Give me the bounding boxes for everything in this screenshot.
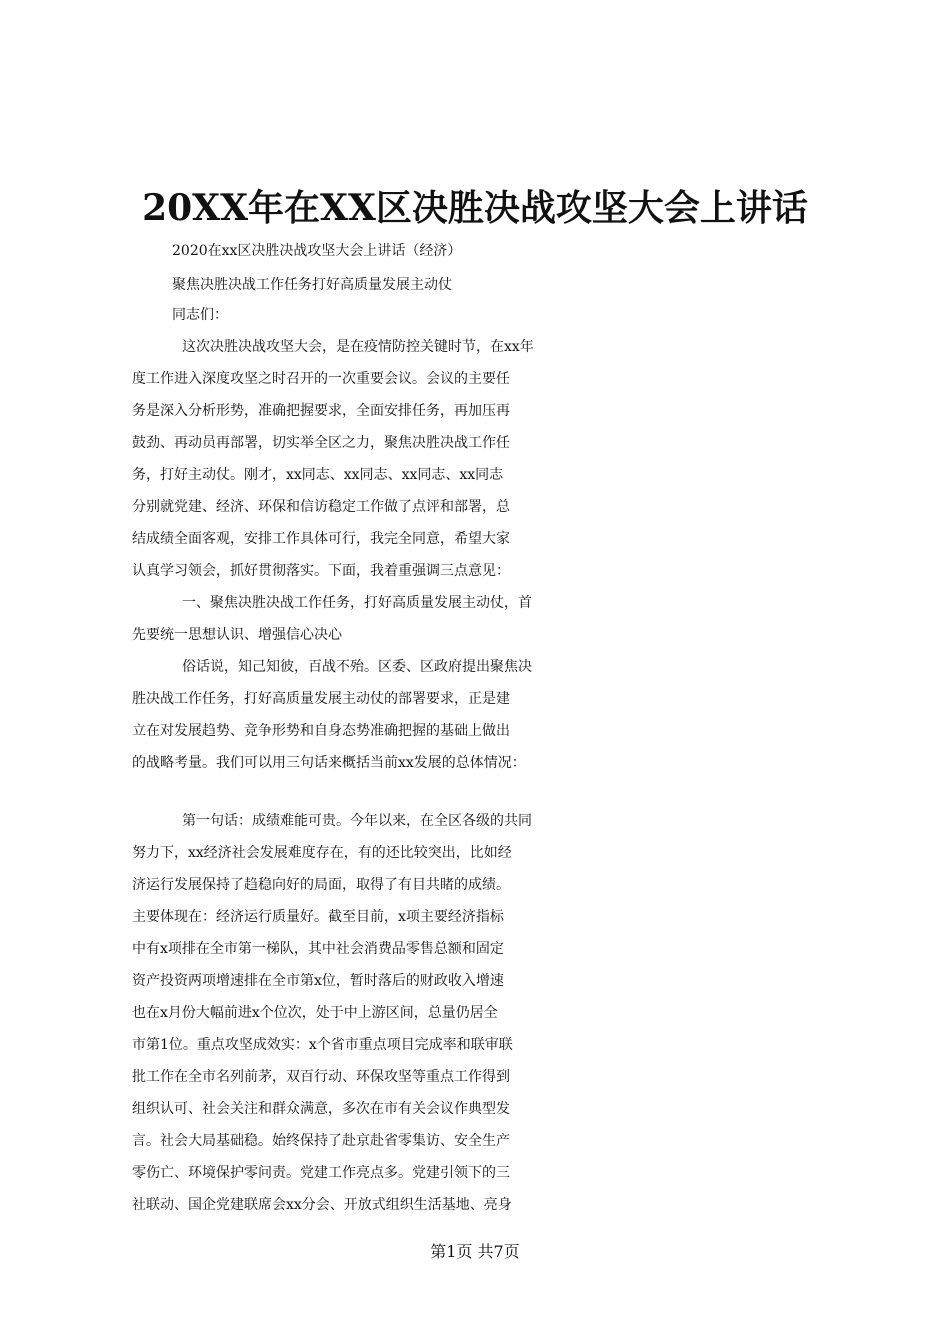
document-line: 认真学习领会，抓好贯彻落实。下面，我着重强调三点意见： — [132, 563, 510, 579]
document-title: 20XX年在XX区决胜决战攻坚大会上讲话 — [142, 187, 808, 229]
document-line: 也在x月份大幅前进x个位次，处于中上游区间，总量仍居全 — [132, 1005, 498, 1021]
document-line: 务，打好主动仗。刚才，xx同志、xx同志、xx同志、xx同志 — [132, 467, 504, 483]
page-number-footer: 第1页 共7页 — [430, 1242, 520, 1261]
document-line: 同志们： — [172, 307, 228, 323]
document-line: 胜决战工作任务，打好高质量发展主动仗的部署要求，正是建 — [132, 691, 510, 707]
document-line: 济运行发展保持了趋稳向好的局面，取得了有目共睹的成绩。 — [132, 877, 510, 893]
document-line: 务是深入分析形势，准确把握要求，全面安排任务，再加压再 — [132, 403, 510, 419]
document-line: 2020在xx区决胜决战攻坚大会上讲话（经济） — [172, 243, 462, 259]
document-line: 批工作在全市名列前茅，双百行动、环保攻坚等重点工作得到 — [132, 1069, 510, 1085]
document-line: 的战略考量。我们可以用三句话来概括当前xx发展的总体情况： — [132, 755, 526, 771]
document-line: 零伤亡、环境保护零问责。党建工作亮点多。党建引领下的三 — [132, 1165, 510, 1181]
document-line: 鼓劲、再动员再部署，切实举全区之力，聚焦决胜决战工作任 — [132, 435, 510, 451]
document-line: 一、聚焦决胜决战工作任务，打好高质量发展主动仗，首 — [182, 595, 532, 611]
document-line: 资产投资两项增速排在全市第x位，暂时落后的财政收入增速 — [132, 973, 504, 989]
document-line: 第一句话：成绩难能可贵。今年以来，在全区各级的共同 — [182, 813, 532, 829]
document-line: 度工作进入深度攻坚之时召开的一次重要会议。会议的主要任 — [132, 371, 510, 387]
document-line: 立在对发展趋势、竞争形势和自身态势准确把握的基础上做出 — [132, 723, 510, 739]
document-line: 俗话说，知己知彼，百战不殆。区委、区政府提出聚焦决 — [182, 659, 532, 675]
document-line: 这次决胜决战攻坚大会，是在疫情防控关键时节，在xx年 — [182, 339, 534, 355]
document-line: 言。社会大局基础稳。始终保持了赴京赴省零集访、安全生产 — [132, 1133, 510, 1149]
document-line: 聚焦决胜决战工作任务打好高质量发展主动仗 — [172, 277, 452, 293]
document-line: 主要体现在：经济运行质量好。截至目前，x项主要经济指标 — [132, 909, 504, 925]
document-line: 先要统一思想认识、增强信心决心 — [132, 627, 342, 643]
document-line: 中有x项排在全市第一梯队，其中社会消费品零售总额和固定 — [132, 941, 504, 957]
document-line: 社联动、国企党建联席会xx分会、开放式组织生活基地、亮身 — [132, 1197, 512, 1213]
document-line: 市第1位。重点攻坚成效实：x个省市重点项目完成率和联审联 — [132, 1037, 513, 1053]
document-line: 组织认可、社会关注和群众满意，多次在市有关会议作典型发 — [132, 1101, 510, 1117]
document-line: 结成绩全面客观，安排工作具体可行，我完全同意，希望大家 — [132, 531, 510, 547]
document-line: 分别就党建、经济、环保和信访稳定工作做了点评和部署，总 — [132, 499, 510, 515]
document-line: 努力下，xx经济社会发展难度存在，有的还比较突出，比如经 — [132, 845, 512, 861]
